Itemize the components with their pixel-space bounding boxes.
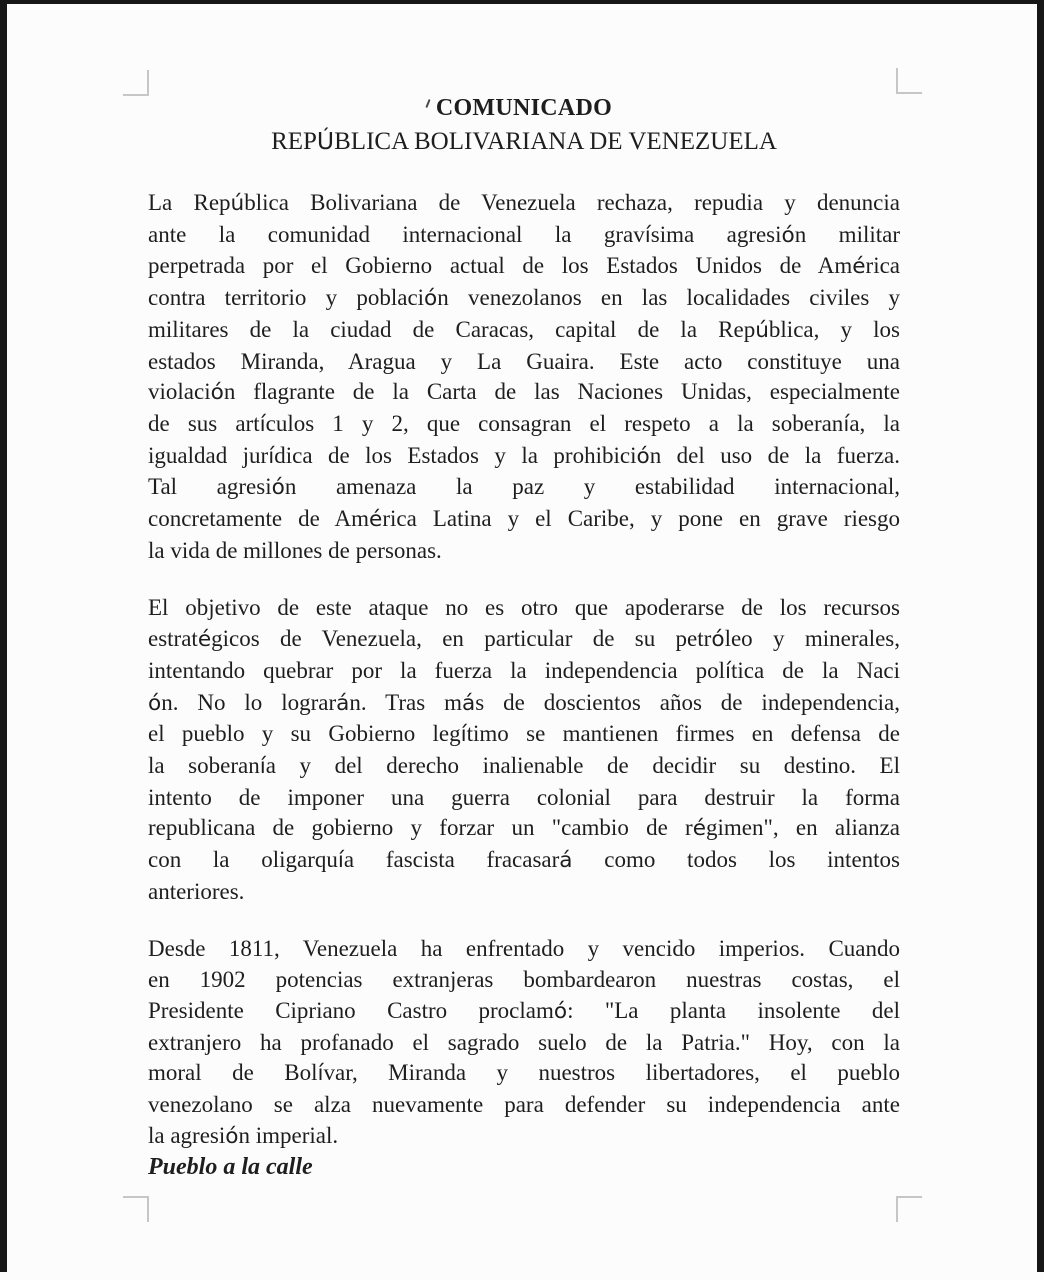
paragraph xyxy=(148,934,900,1152)
text-line: igualdad jurídica de los Estados y la prohibición del uso de la fuerza. xyxy=(148,442,900,469)
text-line: con la oligarquía fascista fracasará como todos los intentos xyxy=(148,847,900,874)
text-boundary-mark-top-left xyxy=(123,70,149,96)
document-page xyxy=(148,92,900,1183)
document-subtitle: REPÚBLICA BOLIVARIANA DE VENEZUELA xyxy=(271,127,777,155)
scan-frame-right xyxy=(1037,0,1044,1272)
text-line: ante la comunidad internacional la gravísima agresión militar xyxy=(148,221,901,248)
text-line: el pueblo y su Gobierno legítimo se mantienen firmes en defensa de xyxy=(148,721,900,748)
text-line: venezolano se alza nuevamente para defender su independencia ante xyxy=(148,1091,900,1117)
document-title: COMUNICADO xyxy=(435,95,613,121)
text-line: ón. No lo lograrán. Tras más de doscientos años de independencia, xyxy=(148,689,900,716)
text-line: intento de imponer una guerra colonial para destruir la forma xyxy=(148,784,900,810)
text-line: Desde 1811, Venezuela ha enfrentado y vencido imperios. Cuando xyxy=(148,936,900,962)
text-line: El objetivo de este ataque no es otro que apoderarse de los recursos xyxy=(148,595,900,621)
text-line: en 1902 potencias extranjeras bombardearon nuestras costas, el xyxy=(148,967,900,993)
text-line: estratégicos de Venezuela, en particular de su petróleo y minerales, xyxy=(148,626,900,653)
text-boundary-mark-bottom-left xyxy=(123,1196,149,1222)
text-line: moral de Bolívar, Miranda y nuestros libertadores, el pueblo xyxy=(148,1060,900,1087)
scan-frame-top xyxy=(0,0,1044,4)
document-body xyxy=(148,188,900,1152)
closing-slogan: Pueblo a la calle xyxy=(148,1154,313,1181)
text-line: la soberanía y del derecho inalienable de decidir su destino. El xyxy=(148,752,900,779)
scan-frame-left xyxy=(0,0,7,1272)
text-boundary-mark-top-right xyxy=(896,68,922,94)
paragraph xyxy=(148,188,900,566)
text-line: intentando quebrar por la fuerza la independencia política de la Naci xyxy=(148,657,901,684)
text-line: perpetrada por el Gobierno actual de los Estados Unidos de América xyxy=(148,253,900,280)
text-line: la agresión imperial. xyxy=(148,1122,339,1149)
text-line: republicana de gobierno y forzar un "cambio de régimen", en alianza xyxy=(148,815,900,842)
text-line: extranjero ha profanado el sagrado suelo de la Patria." Hoy, con la xyxy=(148,1029,900,1055)
text-line: La República Bolivariana de Venezuela rechaza, repudia y denuncia xyxy=(148,190,900,216)
text-line: militares de la ciudad de Caracas, capital de la República, y los xyxy=(148,316,900,343)
text-line: Presidente Cipriano Castro proclamó: "La planta insolente del xyxy=(148,997,901,1024)
text-line: la vida de millones de personas. xyxy=(148,537,442,563)
text-line: de sus artículos 1 y 2, que consagran el respeto a la soberanía, la xyxy=(148,410,900,437)
text-line: violación flagrante de la Carta de las Naciones Unidas, especialmente xyxy=(148,379,900,406)
paragraph xyxy=(148,593,900,907)
text-line: contra territorio y población venezolanos en las localidades civiles y xyxy=(148,285,900,312)
text-line: Tal agresión amenaza la paz y estabilidad internacional, xyxy=(148,474,900,501)
text-line: concretamente de América Latina y el Caribe, y pone en grave riesgo xyxy=(148,506,900,533)
text-line: estados Miranda, Aragua y La Guaira. Este acto constituye una xyxy=(148,348,900,374)
text-boundary-mark-bottom-right xyxy=(896,1196,922,1222)
text-line: anteriores. xyxy=(148,878,245,904)
